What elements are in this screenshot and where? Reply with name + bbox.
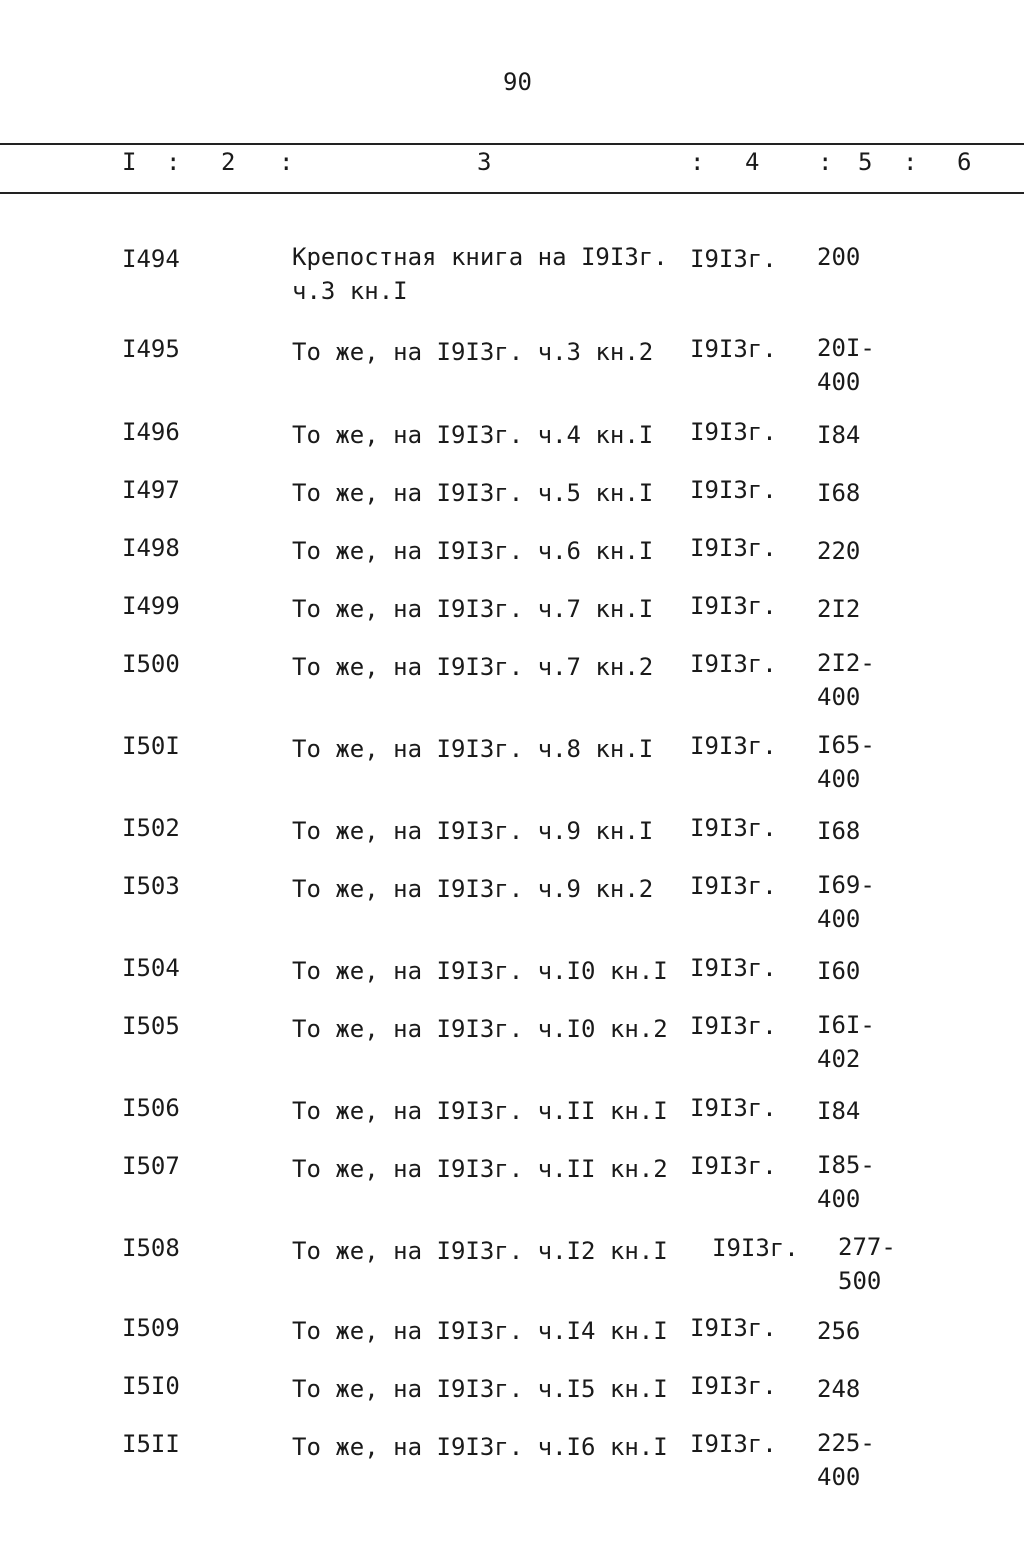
row-title: То же, на I9I3г. ч.4 кн.I [292,421,654,449]
row-pages: 256 [817,1317,861,1345]
row-date: I9I3г. [690,534,777,562]
row-date: I9I3г. [690,1372,777,1400]
col-4-label: 4 [745,148,760,176]
col-separator: : [818,148,833,176]
row-title: То же, на I9I3г. ч.I6 кн.I [292,1433,668,1461]
row-title: То же, на I9I3г. ч.II кн.I [292,1097,668,1125]
page-number: 90 [503,68,532,96]
row-number: I500 [122,650,180,678]
row-title: То же, на I9I3г. ч.I2 кн.I [292,1237,668,1265]
row-date: I9I3г. [690,954,777,982]
row-title: То же, на I9I3г. ч.5 кн.I [292,479,654,507]
row-number: I507 [122,1152,180,1180]
row-date: I9I3г. [690,245,777,273]
row-title: То же, на I9I3г. ч.I5 кн.I [292,1375,668,1403]
row-date: I9I3г. [690,476,777,504]
row-number: I504 [122,954,180,982]
row-date: I9I3г. [690,1314,777,1342]
row-date: I9I3г. [690,732,777,760]
row-pages: 200 [817,243,861,271]
row-pages: I6I-402 [817,1011,875,1073]
row-date: I9I3г. [690,592,777,620]
row-pages: 2I2-400 [817,649,875,711]
col-6-label: 6 [957,148,972,176]
row-pages: I68 [817,479,861,507]
row-pages: 220 [817,537,861,565]
col-1-label: I [122,148,137,176]
row-pages: I84 [817,421,861,449]
header-rule-bottom [0,192,1024,194]
row-date: I9I3г. [690,650,777,678]
row-number: I497 [122,476,180,504]
row-number: I503 [122,872,180,900]
col-3-label: 3 [477,148,492,176]
row-pages: I84 [817,1097,861,1125]
row-title: То же, на I9I3г. ч.I0 кн.I [292,957,668,985]
col-5-label: 5 [858,148,873,176]
row-pages: I85-400 [817,1151,875,1213]
row-number: I502 [122,814,180,842]
row-date: I9I3г. [690,335,777,363]
row-date: I9I3г. [690,1094,777,1122]
row-date: I9I3г. [690,872,777,900]
row-date: I9I3г. [712,1234,799,1262]
row-number: I496 [122,418,180,446]
row-number: I50I [122,732,180,760]
col-separator: : [279,148,294,176]
row-date: I9I3г. [690,1152,777,1180]
row-pages: I65-400 [817,731,875,793]
row-title: То же, на I9I3г. ч.9 кн.2 [292,875,654,903]
row-number: I5II [122,1430,180,1458]
row-title: То же, на I9I3г. ч.8 кн.I [292,735,654,763]
row-number: I495 [122,335,180,363]
row-number: I494 [122,245,180,273]
row-number: I509 [122,1314,180,1342]
row-title: То же, на I9I3г. ч.I4 кн.I [292,1317,668,1345]
col-separator: : [903,148,918,176]
row-pages: 20I-400 [817,334,875,396]
row-number: I508 [122,1234,180,1262]
row-title: То же, на I9I3г. ч.6 кн.I [292,537,654,565]
col-2-label: 2 [221,148,236,176]
row-number: I506 [122,1094,180,1122]
row-pages: I69-400 [817,871,875,933]
row-title: То же, на I9I3г. ч.II кн.2 [292,1155,668,1183]
row-date: I9I3г. [690,1012,777,1040]
row-date: I9I3г. [690,1430,777,1458]
header-rule-top [0,143,1024,145]
row-title: То же, на I9I3г. ч.7 кн.2 [292,653,654,681]
row-pages: 2I2 [817,595,861,623]
row-title: То же, на I9I3г. ч.I0 кн.2 [292,1015,668,1043]
row-pages: 248 [817,1375,861,1403]
col-separator: : [690,148,705,176]
row-title: То же, на I9I3г. ч.9 кн.I [292,817,654,845]
row-title: Крепостная книга на I9I3г. ч.3 кн.I [292,243,668,305]
row-date: I9I3г. [690,814,777,842]
row-title: То же, на I9I3г. ч.7 кн.I [292,595,654,623]
row-pages: I68 [817,817,861,845]
row-number: I499 [122,592,180,620]
row-pages: 277-500 [838,1233,896,1295]
row-number: I498 [122,534,180,562]
row-title: То же, на I9I3г. ч.3 кн.2 [292,338,654,366]
row-number: I5I0 [122,1372,180,1400]
row-date: I9I3г. [690,418,777,446]
row-pages: I60 [817,957,861,985]
col-separator: : [166,148,181,176]
row-number: I505 [122,1012,180,1040]
row-pages: 225-400 [817,1429,875,1491]
